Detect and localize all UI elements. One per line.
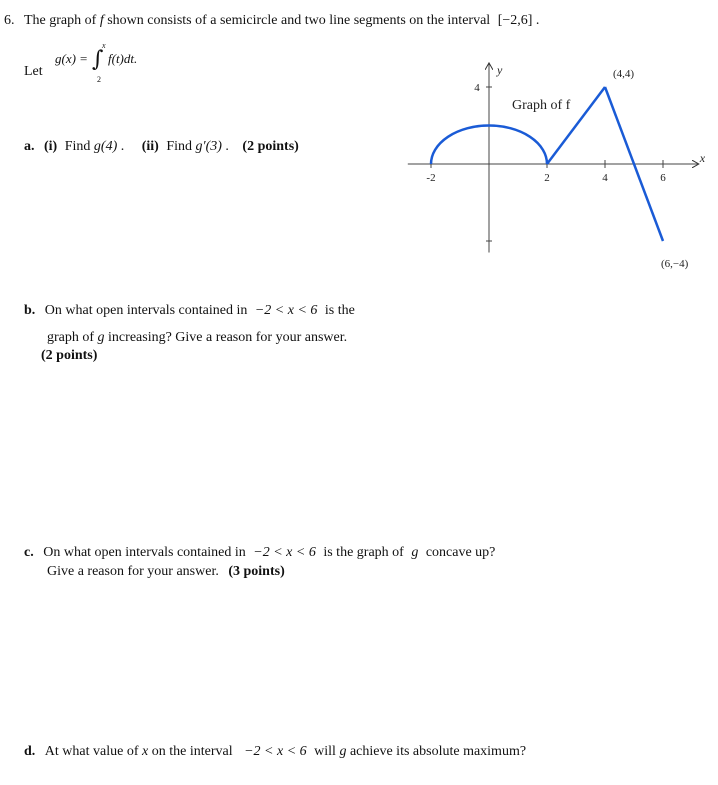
part-b-points: (2 points) (41, 348, 98, 363)
problem-stem (4, 13, 539, 29)
stem-f: f (99, 13, 104, 28)
part-c-line-1 (24, 545, 495, 561)
part-c-label: c. (24, 545, 34, 560)
part-a-i-label: (i) (44, 139, 58, 154)
integrand: f(t)dt. (108, 51, 138, 66)
part-a (24, 139, 299, 155)
part-c-g: g (411, 545, 419, 560)
stem-text-1: The graph of (24, 13, 97, 28)
part-b-text-2b: increasing? Give a reason for your answer. (108, 330, 348, 345)
stem-end: . (535, 13, 540, 28)
y-tick-label: 4 (474, 82, 480, 94)
part-d (24, 744, 526, 760)
part-d-inequality: −2 < x < 6 (244, 744, 307, 759)
part-c-text-1: On what open intervals contained in (43, 545, 246, 560)
part-a-ii-end: . (225, 139, 229, 154)
part-c-line-2 (47, 564, 285, 580)
part-d-x: x (142, 744, 149, 759)
graph-of-f (396, 36, 716, 296)
part-a-ii-text: Find (166, 139, 193, 154)
part-c-points: (3 points) (228, 564, 285, 579)
x-axis-label: x (699, 151, 706, 165)
point-label: (6,−4) (661, 258, 689, 270)
x-tick-label: 4 (602, 172, 608, 184)
g-definition-lhs: g(x) = (55, 51, 88, 66)
stem-text-2: shown consists of a semicircle and two line segments on the interval (107, 13, 491, 28)
integral-lower-limit: 2 (97, 75, 101, 84)
part-c-text-end: concave up? (425, 545, 496, 560)
part-a-i-text: Find (64, 139, 91, 154)
part-a-i-expr: g(4) (93, 139, 118, 154)
x-tick-label: 2 (544, 172, 550, 184)
part-b-label: b. (24, 303, 36, 318)
part-b-text-2a: graph of (47, 330, 95, 345)
part-d-text-1: At what value of (44, 744, 139, 759)
part-b-inequality: −2 < x < 6 (254, 303, 318, 318)
y-axis-label: y (497, 62, 503, 77)
part-d-text-4: achieve its absolute maximum? (349, 744, 527, 759)
x-tick-label: -2 (426, 172, 436, 184)
graph-title: Graph of f (512, 98, 571, 113)
part-a-i-end: . (120, 139, 125, 154)
point-label: (4,4) (613, 68, 635, 80)
integral-sign: ∫ (92, 47, 104, 72)
part-d-text-2: on the interval (151, 744, 233, 759)
part-b-text-1-end: is the (324, 303, 355, 318)
part-d-g: g (339, 744, 347, 759)
stem-interval: [−2,6] (497, 13, 533, 28)
part-c-inequality: −2 < x < 6 (253, 545, 316, 560)
part-d-label: d. (24, 744, 36, 759)
problem-number: 6. (4, 13, 15, 28)
part-b-line-2 (47, 330, 347, 346)
part-b-line-1 (24, 303, 355, 319)
part-a-points: (2 points) (242, 139, 299, 154)
part-d-text-3: will (314, 744, 336, 759)
let-word: Let (24, 64, 43, 79)
part-a-ii-label: (ii) (141, 139, 159, 154)
part-a-ii-expr: g′(3) (195, 139, 222, 154)
part-b-text-1: On what open intervals contained in (44, 303, 248, 318)
part-b-g: g (97, 330, 105, 345)
part-c-text-mid: is the graph of (323, 545, 404, 560)
part-a-label: a. (24, 139, 35, 154)
part-c-text-2: Give a reason for your answer. (47, 564, 219, 579)
x-tick-label: 6 (660, 172, 666, 184)
integral-upper-limit: x (102, 41, 106, 50)
